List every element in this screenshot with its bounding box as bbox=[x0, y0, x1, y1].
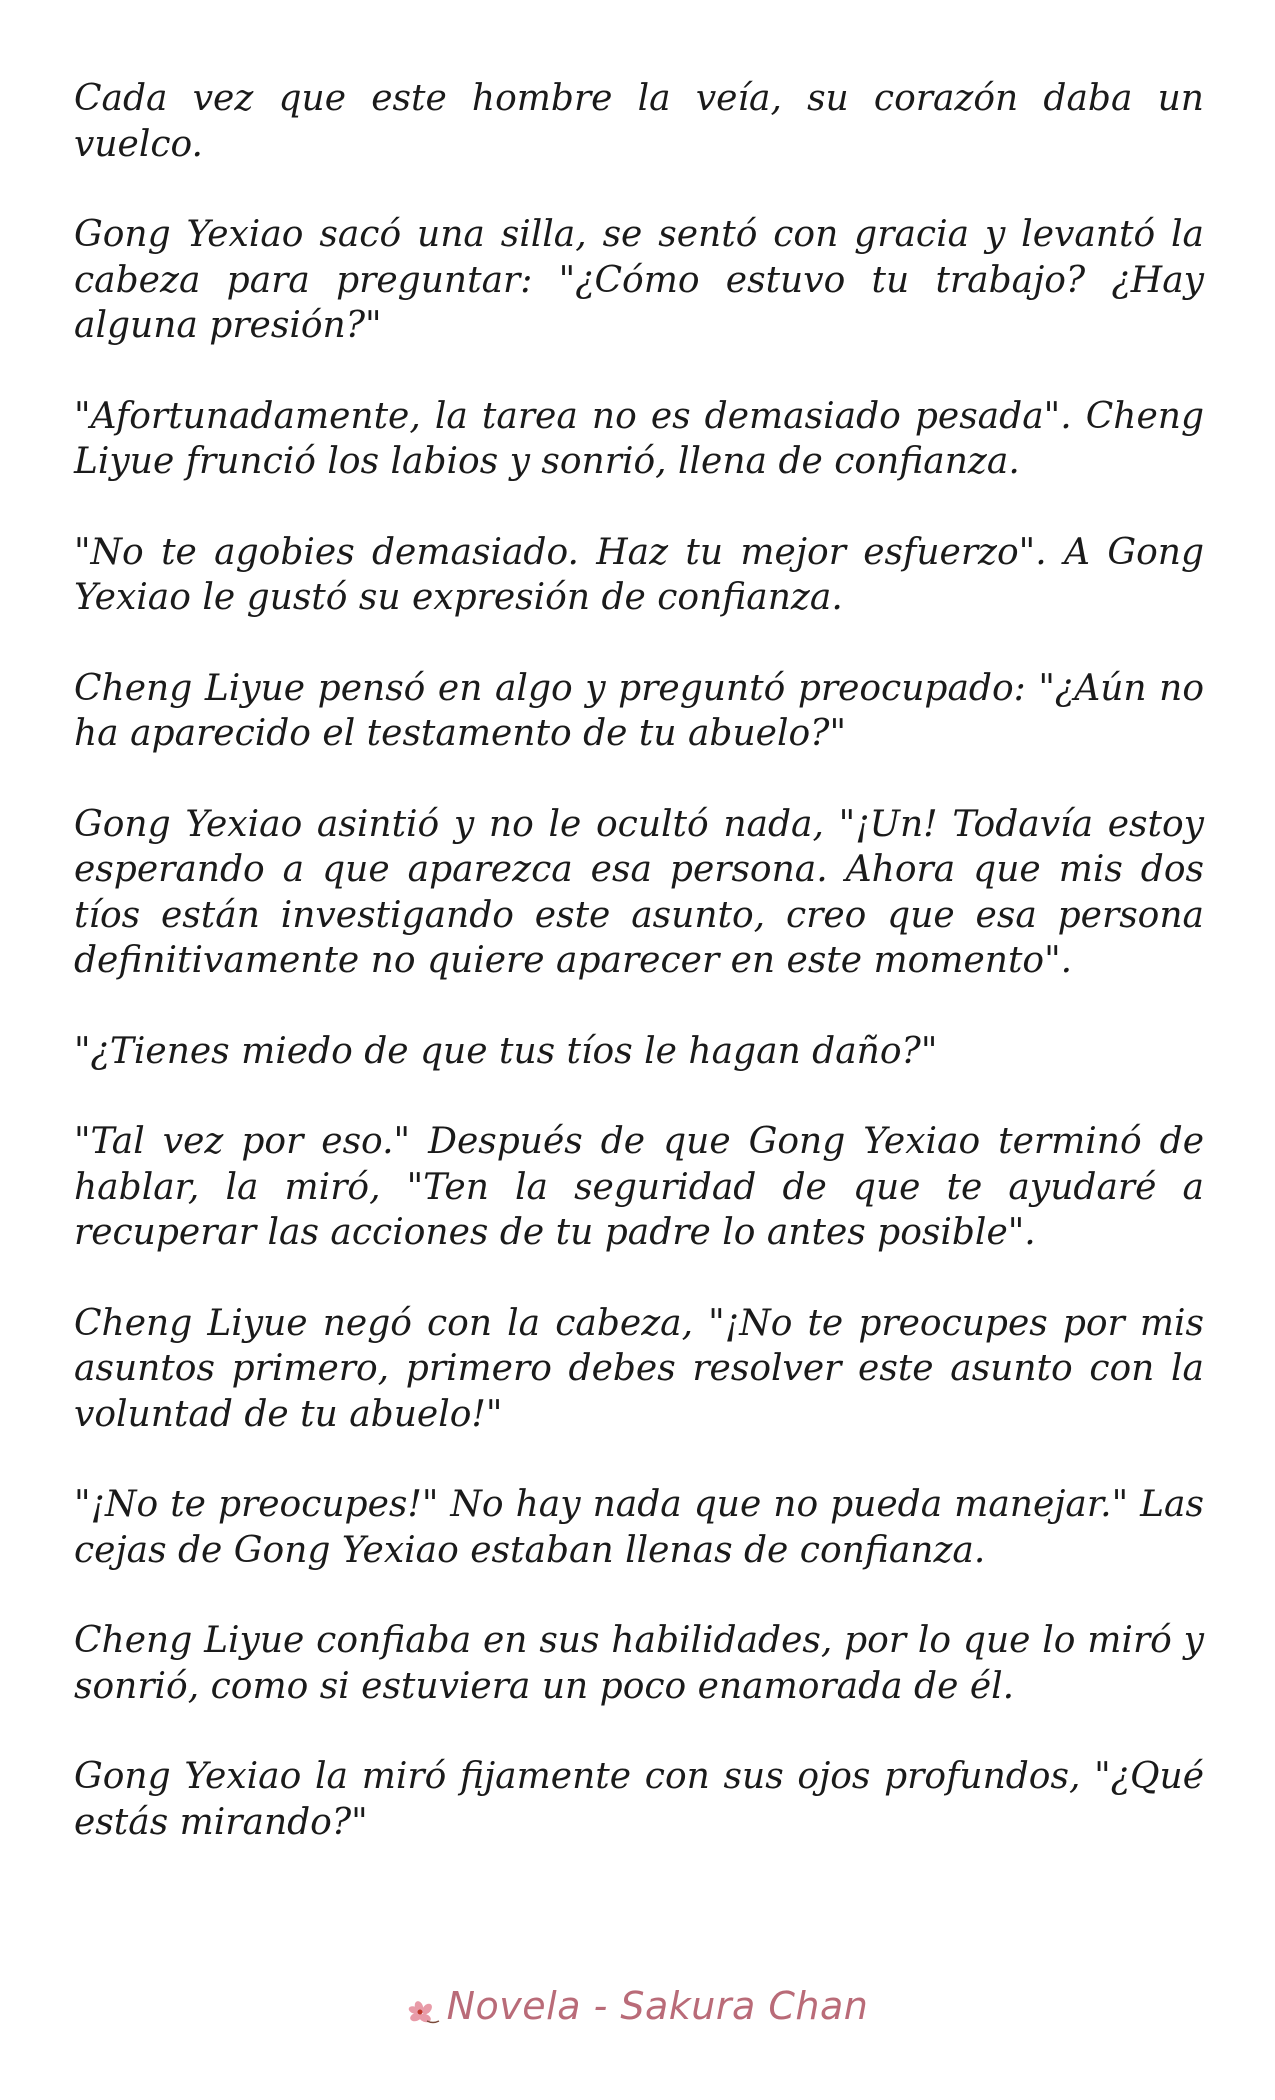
paragraph: Cheng Liyue negó con la cabeza, "¡No te preocupes por mis asuntos primero, primero debes resolver este asunto con la voluntad de tu abuelo!" bbox=[74, 1302, 1204, 1435]
paragraph: Gong Yexiao asintió y no le ocultó nada, "¡Un! Todavía estoy esperando a que aparezca esa persona. Ahora que mis dos tíos están investigando este asunto, creo que esa persona definitivamente no quiere aparecer en este momento". bbox=[74, 803, 1204, 981]
paragraph: Cheng Liyue pensó en algo y preguntó preocupado: "¿Aún no ha aparecido el testamento de tu abuelo?" bbox=[74, 667, 1204, 754]
paragraph: Cheng Liyue confiaba en sus habilidades, por lo que lo miró y sonrió, como si estuviera un poco enamorada de él. bbox=[74, 1620, 1204, 1707]
novel-text bbox=[74, 76, 1204, 1890]
watermark-text: Novela - Sakura Chan bbox=[446, 1984, 869, 2028]
paragraph: "¿Tienes miedo de que tus tíos le hagan daño?" bbox=[74, 1030, 938, 1072]
paragraph: "No te agobies demasiado. Haz tu mejor esfuerzo". A Gong Yexiao le gustó su expresión de confianza. bbox=[74, 531, 1204, 618]
paragraph: "Tal vez por eso." Después de que Gong Yexiao terminó de hablar, la miró, "Ten la seguridad de que te ayudaré a recuperar las acciones de tu padre lo antes posible". bbox=[74, 1121, 1204, 1253]
sakura-flower-icon bbox=[407, 1994, 441, 2024]
paragraph: "¡No te preocupes!" No hay nada que no pueda manejar." Las cejas de Gong Yexiao estaban llenas de confianza. bbox=[74, 1484, 1204, 1571]
paragraph: Cada vez que este hombre la veía, su corazón daba un vuelco. bbox=[74, 78, 1204, 165]
watermark bbox=[0, 1984, 1275, 2028]
paragraph: Gong Yexiao la miró fijamente con sus ojos profundos, "¿Qué estás mirando?" bbox=[74, 1756, 1204, 1843]
paragraph: Gong Yexiao sacó una silla, se sentó con gracia y levantó la cabeza para preguntar: "¿Cómo estuvo tu trabajo? ¿Hay alguna presión?" bbox=[74, 214, 1204, 346]
paragraph: "Afortunadamente, la tarea no es demasiado pesada". Cheng Liyue frunció los labios y sonrió, llena de confianza. bbox=[74, 395, 1204, 482]
